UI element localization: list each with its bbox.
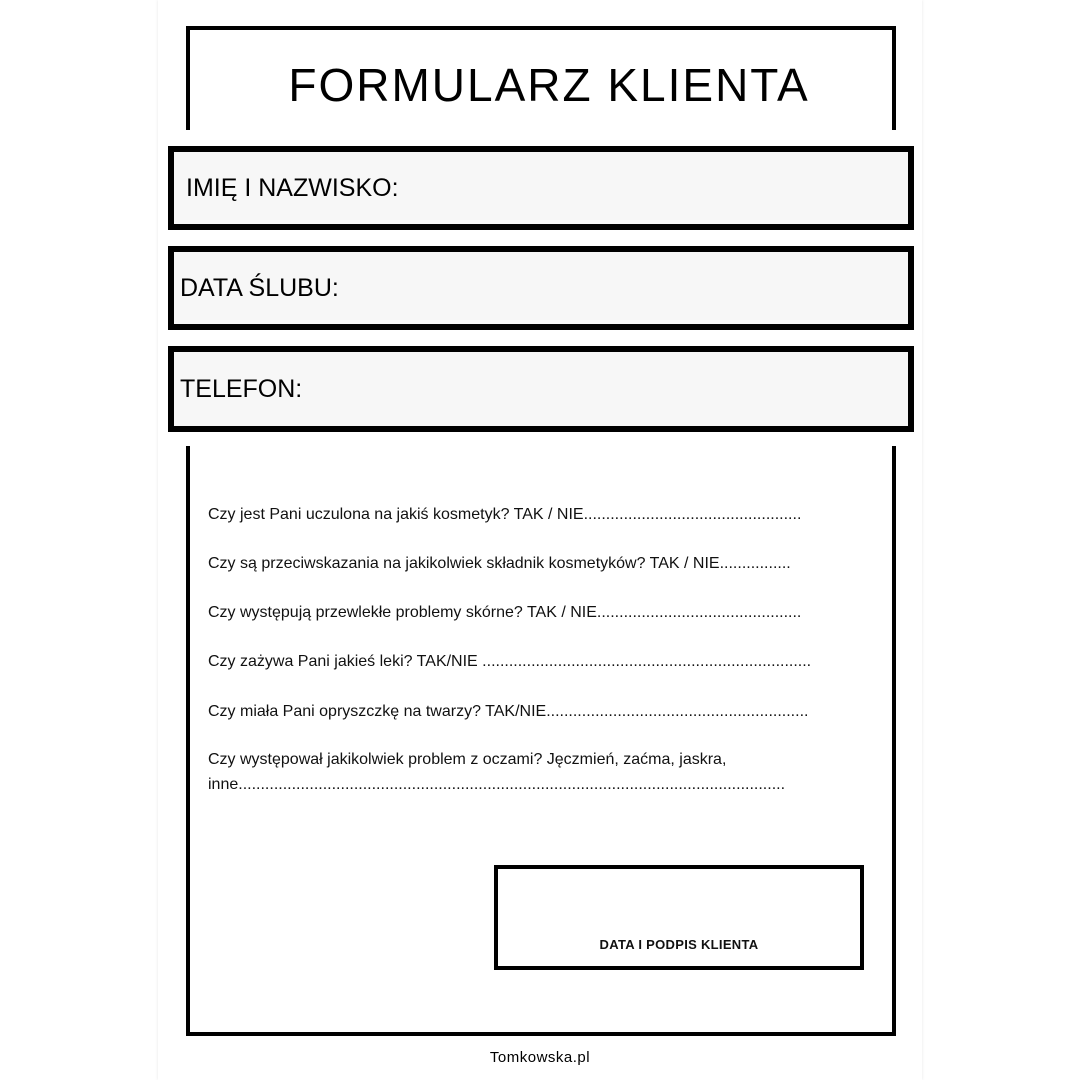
question-contraindications[interactable]: Czy są przeciwskazania na jakikolwiek składnik kosmetyków? TAK / NIE................ <box>208 555 791 572</box>
question-allergy[interactable]: Czy jest Pani uczulona na jakiś kosmetyk? TAK / NIE................................................. <box>208 506 802 523</box>
name-field[interactable] <box>168 146 914 230</box>
form-title: FORMULARZ KLIENTA <box>288 59 810 111</box>
name-field-label: IMIĘ I NAZWISKO: <box>186 173 399 202</box>
question-eye-problems-line2: inne........................................................................................................................... <box>208 776 786 793</box>
question-eye-problems[interactable] <box>208 747 868 797</box>
phone-field[interactable] <box>168 346 914 432</box>
wedding-date-field-label: DATA ŚLUBU: <box>180 273 339 302</box>
wedding-date-field[interactable] <box>168 246 914 330</box>
question-skin-problems[interactable]: Czy występują przewlekłe problemy skórne? TAK / NIE.............................................. <box>208 604 802 621</box>
question-herpes[interactable]: Czy miała Pani opryszczkę na twarzy? TAK/NIE........................................................... <box>208 703 809 720</box>
signature-label: DATA I PODPIS KLIENTA <box>599 937 759 952</box>
footer-website: Tomkowska.pl <box>489 1049 591 1066</box>
question-medications[interactable]: Czy zażywa Pani jakieś leki? TAK/NIE .......................................................................... <box>208 653 812 670</box>
question-eye-problems-line1: Czy występował jakikolwiek problem z oczami? Jęczmień, zaćma, jaskra, <box>208 751 727 768</box>
signature-box[interactable] <box>494 865 864 970</box>
phone-field-label: TELEFON: <box>180 374 303 403</box>
